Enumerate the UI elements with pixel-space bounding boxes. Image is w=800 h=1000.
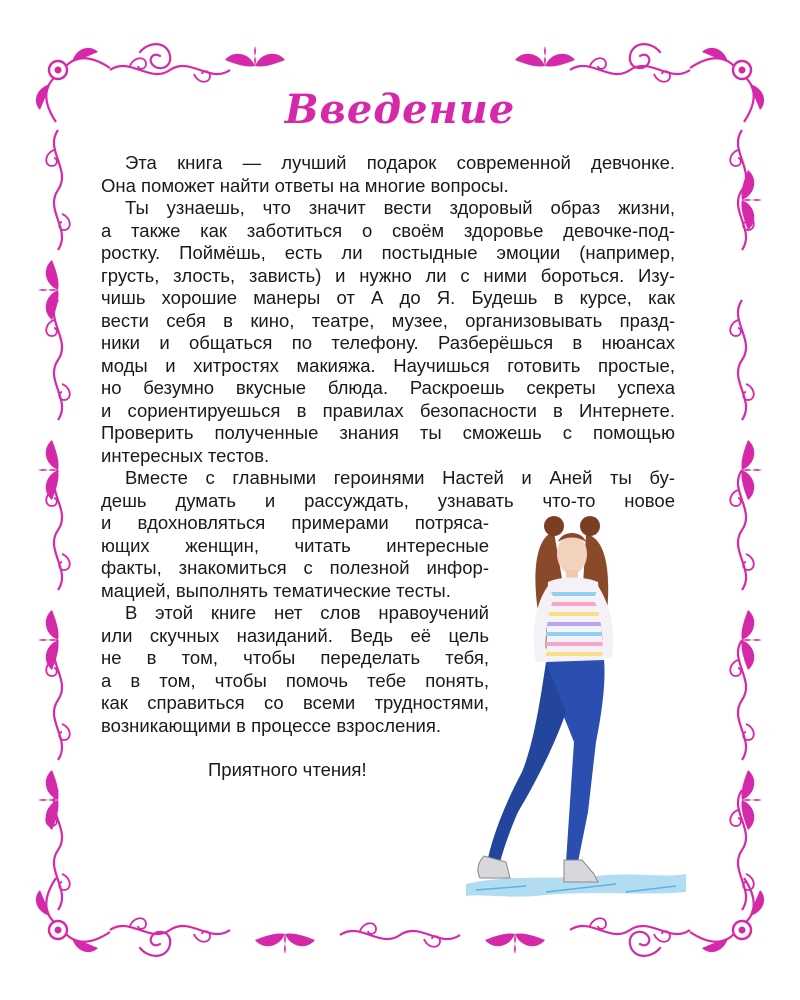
text-line: мацией, выполнять тематические тесты. xyxy=(101,579,451,601)
text-line: как справиться со всеми трудностями, xyxy=(101,692,489,713)
page-title: Введение xyxy=(284,86,516,133)
text-line: Вместе с главными героинями Настей и Аней ты бу- xyxy=(125,467,675,488)
text-line: Она поможет найти ответы на многие вопросы. xyxy=(101,174,509,196)
text-line: ющих женщин, читать интересные xyxy=(101,534,489,556)
text-line: Проверить полученные знания ты сможешь с помощью xyxy=(101,422,675,443)
text-line: а также как заботиться о своём здоровье девочке-под- xyxy=(101,219,675,241)
text-line: возникающими в процессе взросления. xyxy=(101,714,442,736)
girl-in-jeans-illustration-icon xyxy=(466,512,686,902)
text-line: но безумно вкусные блюда. Раскроешь секреты успеха xyxy=(101,377,675,398)
closing-text: Приятного чтения! xyxy=(208,759,367,780)
text-line: Ты узнаешь, что значит вести здоровый образ жизни, xyxy=(125,197,675,218)
text-line: В этой книге нет слов нравоучений xyxy=(125,602,489,623)
text-line: ники и общаться по телефону. Разберёшься в нюансах xyxy=(101,332,675,353)
text-line: моды и хитростях макияжа. Научишься готовить простые, xyxy=(101,354,675,376)
text-line: ростку. Поймёшь, есть ли постыдные эмоции (например, xyxy=(101,242,675,263)
text-line: интересных тестов. xyxy=(101,444,270,466)
text-line: не в том, чтобы переделать тебя, xyxy=(101,647,489,668)
text-line: а в том, чтобы помочь тебе понять, xyxy=(101,669,489,691)
text-line: и сориентируешься в правилах безопасности в Интернете. xyxy=(101,399,675,421)
text-line: факты, знакомиться с полезной инфор- xyxy=(101,557,489,578)
text-line: вести себя в кино, театре, музее, организовывать празд- xyxy=(101,309,675,331)
text-line: или скучных назиданий. Ведь её цель xyxy=(101,624,489,646)
text-line: Эта книга — лучший подарок современной девчонке. xyxy=(125,152,675,173)
text-line: грусть, злость, зависть) и нужно ли с ними бороться. Изу- xyxy=(101,264,675,286)
text-line: чишь хорошие манеры от А до Я. Будешь в курсе, как xyxy=(101,287,675,308)
text-line: и вдохновляться примерами потряса- xyxy=(101,512,489,533)
text-line: дешь думать и рассуждать, узнавать что-то новое xyxy=(101,489,675,511)
